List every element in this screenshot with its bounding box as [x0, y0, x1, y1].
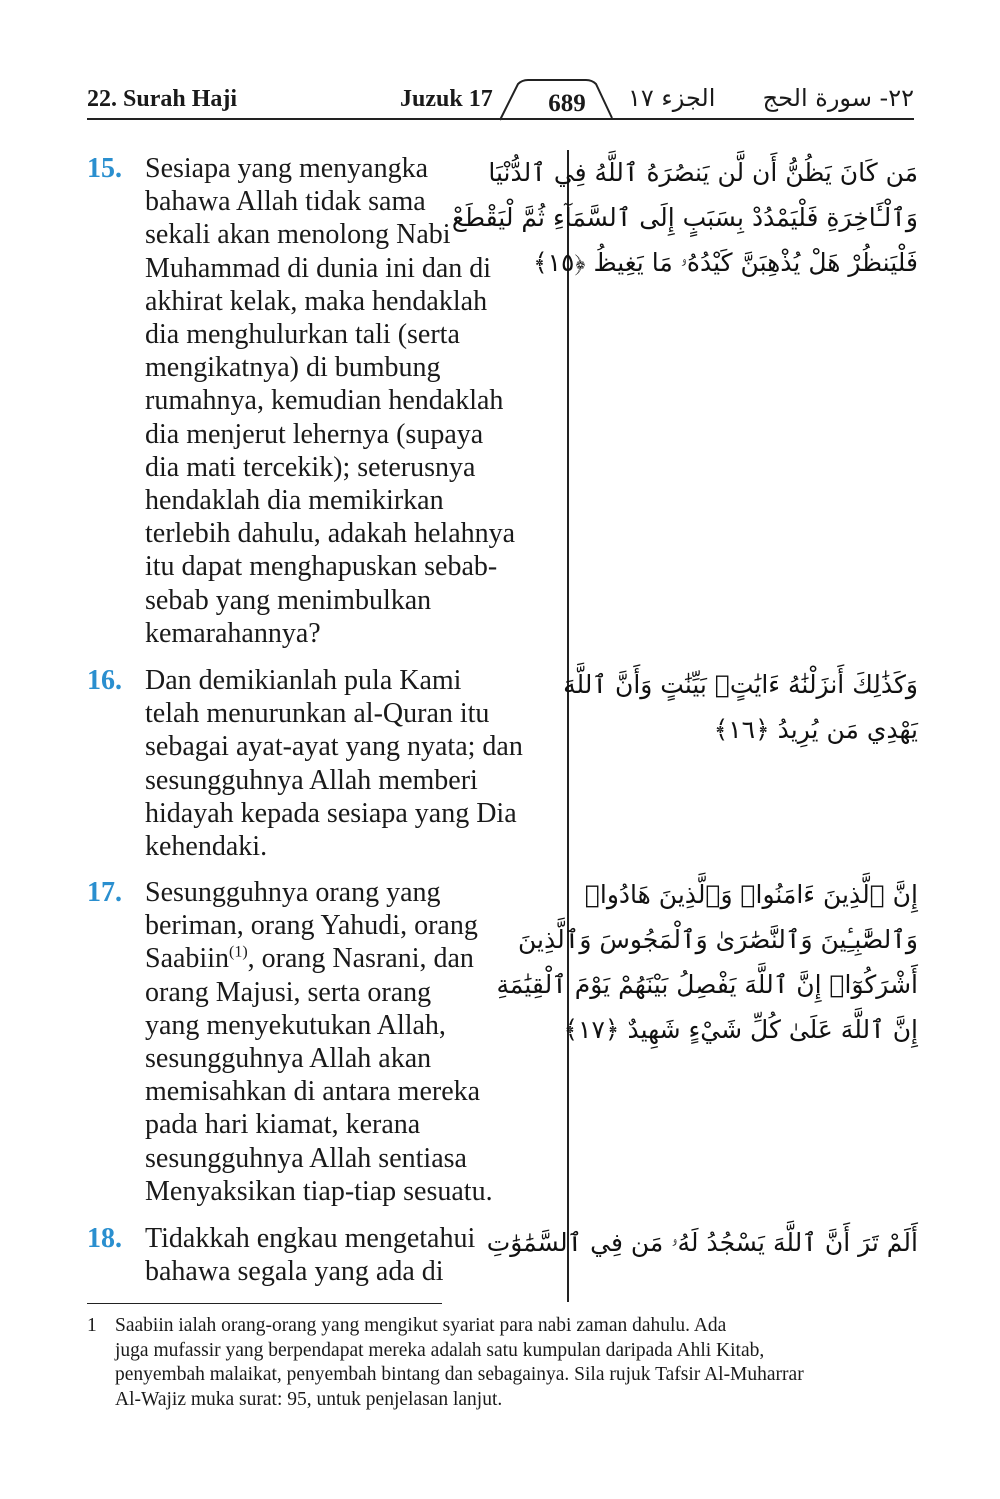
verse-18-arabic — [486, 1220, 918, 1265]
verse-line: yang menyekutukan Allah, — [145, 1009, 446, 1041]
verse-line: sesungguhnya Allah sentiasa — [145, 1142, 467, 1174]
verse-line: bahawa Allah tidak sama — [145, 186, 426, 218]
verse-line: sebab yang menimbulkan — [145, 584, 432, 616]
verse-line: Sesungguhnya orang yang — [145, 877, 441, 908]
arabic-line: إِنَّ ٱلَّذِينَ ءَامَنُوا۟ وَٱلَّذِينَ هَادُوا۟ — [584, 880, 918, 909]
verse-line: Sesiapa yang menyangka — [145, 153, 429, 184]
surah-title: 22. Surah Haji — [87, 86, 238, 112]
verse-line: sebagai ayat-ayat yang nyata; dan — [145, 731, 523, 763]
verse-line-rest: , orang Nasrani, dan — [247, 943, 474, 975]
verse-line: Dan demikianlah pula Kami — [145, 665, 462, 696]
footnote-line: penyembah malaikat, penyembah bintang dan sebagainya. Sila rujuk Tafsir Al-Muharrar — [115, 1364, 804, 1385]
verse-15-arabic — [451, 150, 918, 285]
juz-arabic: الجزء ١٧ — [628, 84, 716, 112]
arabic-line: فَلْيَنظُرْ هَلْ يُذْهِبَنَّ كَيْدُهُۥ مَا يَغِيظُ ﴿١٥﴾ — [532, 248, 918, 277]
verse-line: sesungguhnya Allah akan — [145, 1043, 432, 1075]
arabic-line: وَٱلصَّٰبِـِٔينَ وَٱلنَّصَٰرَىٰ وَٱلْمَجُوسَ وَٱلَّذِينَ — [517, 925, 918, 954]
arabic-line: أَلَمْ تَرَ أَنَّ ٱللَّهَ يَسْجُدُ لَهُۥ مَن فِي ٱلسَّمَٰوَٰتِ — [486, 1228, 918, 1257]
verse-17-translation — [87, 876, 557, 1208]
verse-line: beriman, orang Yahudi, orang — [145, 910, 478, 942]
verse-number: 16. — [87, 665, 122, 696]
arabic-line: أَشْرَكُوٓا۟ إِنَّ ٱللَّهَ يَفْصِلُ بَيْنَهُمْ يَوْمَ ٱلْقِيَٰمَةِ — [496, 970, 918, 999]
footnote-marker: (1) — [229, 944, 248, 962]
verse-line: dia mati tercekik); seterusnya — [145, 451, 476, 483]
verse-line: Menyaksikan tiap-tiap sesuatu. — [145, 1175, 493, 1207]
verse-line: mengikatnya) di bumbung — [145, 352, 441, 384]
verse-line: hendaklah dia memikirkan — [145, 485, 444, 517]
verse-line: bahawa segala yang ada di — [145, 1256, 444, 1288]
verse-line: dia menghulurkan tali (serta — [145, 319, 460, 351]
surah-arabic: ٢٢- سورة الحج — [762, 84, 914, 112]
verse-line: akhirat kelak, maka hendaklah — [145, 285, 488, 317]
footnote-line: juga mufassir yang berpendapat mereka adalah satu kumpulan daripada Ahli Kitab, — [115, 1339, 765, 1361]
verse-line: memisahkan di antara mereka — [145, 1076, 481, 1108]
footnote-rule — [87, 1303, 442, 1304]
verse-line: hidayah kepada sesiapa yang Dia — [145, 797, 517, 829]
verse-number: 18. — [87, 1223, 122, 1254]
verse-line: pada hari kiamat, kerana — [145, 1109, 421, 1141]
verse-line: terlebih dahulu, adakah helahnya — [145, 518, 516, 550]
verse-16-arabic — [563, 662, 918, 752]
footnote-number: 1 — [87, 1315, 97, 1336]
verse-line: Tidakkah engkau mengetahui — [145, 1223, 476, 1254]
footnote — [87, 1314, 915, 1412]
verse-number: 15. — [87, 153, 122, 184]
footnote-line: Saabiin ialah orang-orang yang mengikut syariat para nabi zaman dahulu. Ada — [115, 1315, 727, 1336]
arabic-line: وَكَذَٰلِكَ أَنزَلْنَٰهُ ءَايَٰتٍۭ بَيِّنَٰتٍ وَأَنَّ ٱللَّهَ — [563, 670, 918, 699]
verse-line: rumahnya, kemudian hendaklah — [145, 385, 504, 417]
verse-line — [145, 942, 557, 975]
verse-17-arabic — [496, 872, 918, 1052]
saabiin-word: Saabiin — [145, 943, 229, 975]
verse-line: sekali akan menolong Nabi — [145, 219, 451, 251]
verse-line: sesungguhnya Allah memberi — [145, 764, 478, 796]
verse-line: kehendaki. — [145, 831, 268, 863]
arabic-line: يَهْدِي مَن يُرِيدُ ﴿١٦﴾ — [713, 715, 918, 744]
verse-line: dia menjerut lehernya (supaya — [145, 418, 484, 450]
juzuk-label: Juzuk 17 — [400, 86, 493, 112]
footnote-line: Al-Wajiz muka surat: 95, untuk penjelasan lanjut. — [115, 1388, 503, 1410]
arabic-line: وَٱلْـَٔاخِرَةِ فَلْيَمْدُدْ بِسَبَبٍ إِلَى ٱلسَّمَآءِ ثُمَّ لْيَقْطَعْ — [451, 203, 918, 232]
arabic-line: مَن كَانَ يَظُنُّ أَن لَّن يَنصُرَهُ ٱللَّهُ فِي ٱلدُّنْيَا — [488, 158, 918, 187]
column-divider — [567, 150, 569, 1302]
verse-line: telah menurunkan al-Quran itu — [145, 698, 490, 730]
verse-16-translation — [87, 664, 557, 863]
arabic-line: إِنَّ ٱللَّهَ عَلَىٰ كُلِّ شَيْءٍ شَهِيدٌ ﴿١٧﴾ — [563, 1015, 918, 1044]
verse-line: kemarahannya? — [145, 617, 321, 649]
header-rule — [87, 118, 914, 120]
page-number: 689 — [548, 90, 586, 117]
verse-line: Muhammad di dunia ini dan di — [145, 252, 492, 284]
verse-number: 17. — [87, 877, 122, 908]
verse-line: itu dapat menghapuskan sebab- — [145, 551, 498, 583]
verse-line: orang Majusi, serta orang — [145, 976, 432, 1008]
